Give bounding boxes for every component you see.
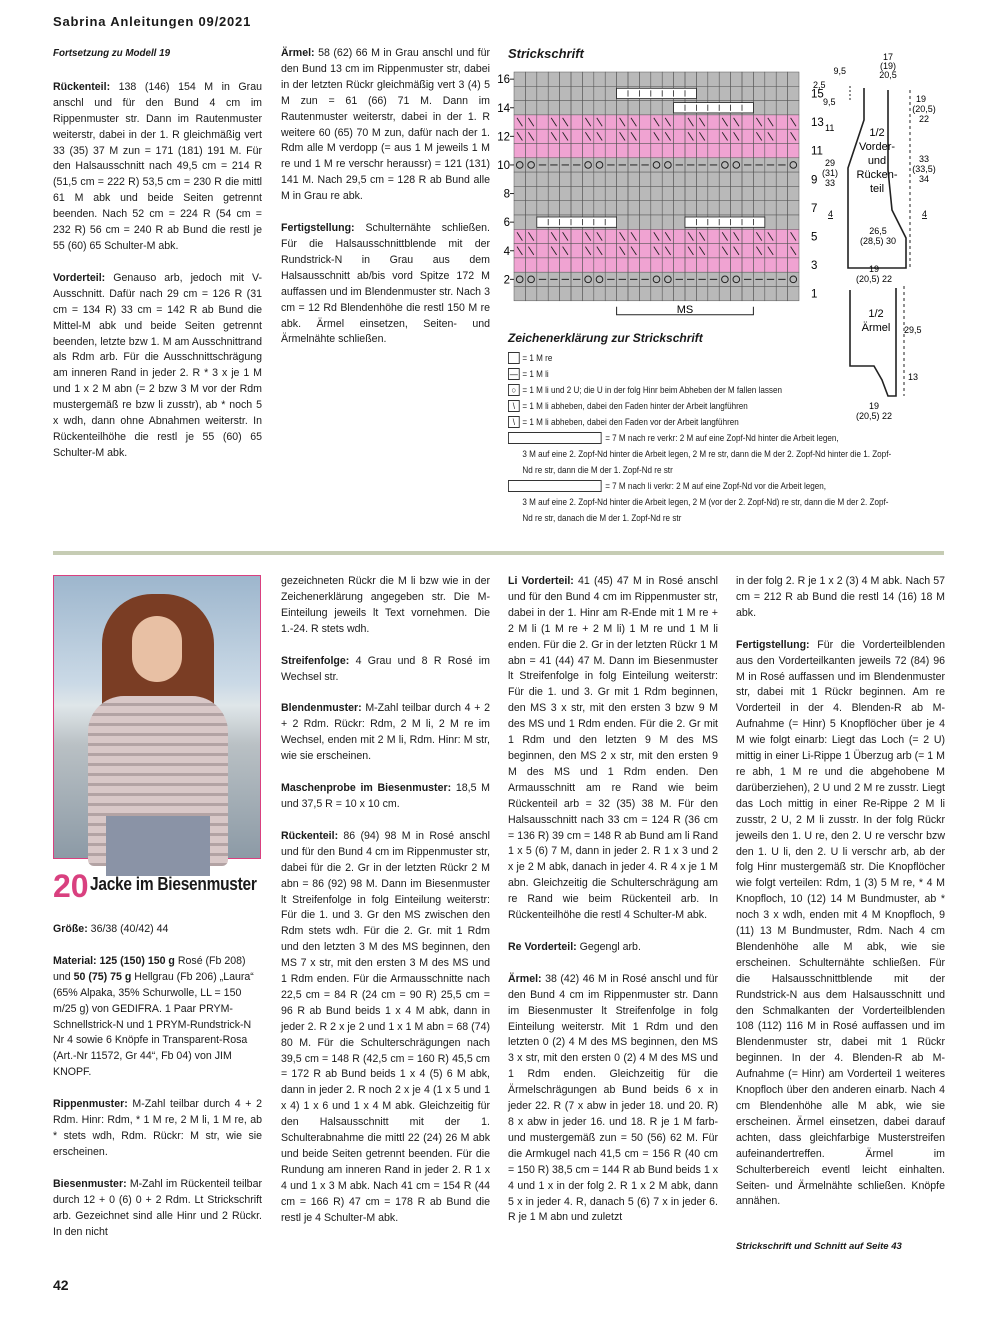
svg-text:29: 29 [824,158,836,168]
svg-text:(20,5) 22: (20,5) 22 [855,274,893,284]
svg-text:34: 34 [918,174,930,184]
model20-column-3 [508,574,718,1242]
c3-paragraph: Ärmel: 38 (42) 46 M in Rosé anschl und für den Bund 4 cm im Rippenmuster str. Dann im Biesenmuster lt Streifenfolge in folg Einteilung weiterstr. Mit 1 Rdm und den letzten 0 (2) 4 M des MS beginnen, den MS 3 x str, mit den ersten 0 (2) 4 M des MS und 1 Rdm enden. Gleichzeitig für die Ärmelschrägungen ab Bund beids 6 x in jeder 22. R (7 x abw in jeder 18. und 20. R) 8 x abw in jeder 16. und 18. R je 1 M farb- und mustergemäß zun = 50 (56) 62 M. Für die Armkugel nach 41,5 cm = 156 R (40 cm = 150 R) 38,5 cm = 144 R ab Bund beids 1 x 4 und 1 x in der folg 2. R 1 x 2 M abk, dann 5 x in jeder 4. R, danach 5 (6) 7 x in jeder 6. R je 1 M abn und zuletzt [508,972,718,1224]
svg-text:4: 4 [922,209,928,219]
model19-vorderteil: Vorderteil: Genauso arb, jedoch mit V-Ausschnitt. Dafür nach 29 cm = 126 R (31 cm = 134 R) 33 cm = 142 R ab Bund die Mittel-M abk und beide Seiten getrennt beenden, letzte bzw 1. M am Ausschnittrand als Rdm arb. Für die Ausschnittschrägung am inneren Rand in jeder 2. R * 3 x je 1 M und 1 x 2 M abn (= 2 bzw 3 M vor der Rdm mustergemäß re bzw li zusstr), ab * noch 5 x wdh, dann ohne Abnahmen weiterstr. In Rückenteilhöhe die restl je 55 (60) 65 Schulter-M abk. [53,271,262,459]
legend-purl: — = 1 M li [509,369,549,379]
chart-row [514,186,799,200]
rib-pattern: Rippenmuster: M-Zahl teilbar durch 4 + 2 Rdm. Hinr: Rdm, * 1 M re, 2 M li, 1 M re, ab * stets wdh, Rdm. Rückr: M str, wie sie erscheinen. [53,1098,262,1158]
svg-text:22: 22 [918,114,930,124]
chart-row [514,258,799,272]
model-title: Jacke im Biesenmuster [90,874,257,894]
chart-row [514,201,799,215]
material-info: Material: 125 (150) 150 g Rosé (Fb 208) und 50 (75) 75 g Hellgrau (Fb 206) „Laura“ (65% Alpaka, 35% Schurwolle, LL = 150 m/25 g) von GEDIFRA. 1 Paar PRYM-Schnellstrick-N und 1 PRYM-Rundstrick-N Nr 4 sowie 6 Knöpfe in Transparent-Rosa (Art.-Nr 11572, Gr 44“, Fb 04) von JIM KNOPF. [53,954,254,1079]
row-number-right: 1 [811,288,818,301]
svg-text:(33,5): (33,5) [912,164,936,174]
svg-text:Ärmel: Ärmel [861,322,891,334]
row-number-left: 2 [503,274,510,287]
slip-front-symbol: \ [508,416,520,428]
c4-paragraph: in der folg 2. R je 1 x 2 (3) 4 M abk. Nach 57 cm = 212 R ab Bund die restl 14 (16) 18 M abk. [736,575,945,619]
svg-text:26,5: 26,5 [869,226,887,236]
row-number-right: 9 [811,174,818,187]
chart-row [514,144,799,158]
row-number-right: 15 [811,88,824,101]
cable-mark [537,217,617,227]
model20-column-2 [281,574,490,1243]
page-number: 42 [53,1277,69,1293]
row-number-right: 3 [811,260,818,273]
svg-text:20,5: 20,5 [879,70,897,80]
model20-column-1 [53,922,262,1256]
model19-column-2 [281,46,490,364]
cable-mark [685,217,765,227]
continuation-subtitle: Fortsetzung zu Modell 19 [53,48,171,59]
legend-cable-right: = 7 M nach re verkr: 2 M auf eine Zopf-Nd hinter die Arbeit legen, [508,430,904,446]
c3-paragraph: Re Vorderteil: Gegengl arb. [508,940,641,953]
legend-slip-back: \ = 1 M li abheben, dabei den Faden hinter der Arbeit langführen [508,398,904,414]
legend-cable-left: = 7 M nach li verkr: 2 M auf eine Zopf-Nd vor die Arbeit legen, [508,478,904,494]
cable-mark [674,103,754,113]
cable-right-symbol [508,432,602,444]
cable-left-symbol [508,480,602,492]
continuation-note: Strickschrift und Schnitt auf Seite 43 [736,1241,902,1252]
svg-text:13: 13 [908,372,919,382]
model-number: 20 [53,868,89,904]
c4-paragraph: Fertigstellung: Für die Vorderteilblenden aus den Vorderteilkanten jeweils 72 (84) 96 M in Rosé auffassen und im Blendenmuster str, dabei mit 1 Rückr beginnen. Am re Vorderteil in der 4. Blenden-R ab M-Aufnahme (= Hinr) 5 Knopflöcher über je 4 M wie folgt einarb: Liegt das Loch (= 2 U) mittig in einer Li-Rippe 1 Überzug arb (= 1 M re abh, 1 M re und die abgehobene M darüberziehen), 2 U und 2 M re zusstr. Liegt das Loch mittig in einer Re-Rippe 2 M li zusstr, 2 U, 2 M li zusstr. In der folg Rückr jeweils den 1. U re, den 2. U re verschr bzw den 1. U li, den 2. U li verschr arb, ab der folg Hinr mustergemäß str. Die Knopflöcher wie folgt verteilen: Rdm, 1 (3) 5 M re, * 4 M Knopfloch, 10 (12) 14 M Bundmuster, ab * noch 3 x wdh, enden mit 4 M Knopfloch, 9 (11) 13 M Bundmuster, Rdm. Nach 4 cm Blendenhöhe alle M abk, wie sie erscheinen. Schulternähte schließen. Für die Halsausschnittblende mit der Rundstrick-N aus dem Halsausschnitt und den Schmalkanten der Vorderteilblenden 108 (112) 116 M in Rosé auffassen und im Blendenmuster str, dabei mit 1 Rückr beginnen. In der 4. Blenden-R ab M-Aufnahme (= Hinr) am Vorderteil 1 weiteres Knopfloch über den anderen einarb. Nach 4 cm Blendenhöhe alle M abk, wie sie erscheinen. Ärmel einsetzen, dabei darauf achten, dass gleichfarbige Musterstreifen aufeinandertreffen. Ärmel im Schulterbereich eventl leicht einhalten. Seiten- und Ärmelnähte schließen. Knöpfe annähen. [736,638,945,1208]
svg-text:11: 11 [825,123,835,133]
tuck-pattern: Biesenmuster: M-Zahl im Rückenteil teilbar durch 12 + 0 (6) 0 + 2 Rdm. Lt Strickschrift arb. Gezeichnet sind alle Hinr und 2 Rückr. In den nicht [53,1177,262,1238]
row-number-left: 10 [497,159,510,172]
yarn-over-symbol: ○ [508,384,520,396]
model19-rueckenteil: Rückenteil: 138 (146) 154 M in Grau anschl und für den Bund 4 cm im Rippenmuster str. Dann im Rautenmuster weiterstr, dabei in der 1. R gleichmäßig vert 33 (35) 37 M zun = 171 (181) 191 M. Für den Halsausschnitt nach 49,5 cm = 214 R (51,5 cm = 222 R) 53,5 cm = 230 R die mittl 61 M abk und beide Seiten getrennt beenden. Nach 52 cm = 224 R (54 cm = 232 R) 56 cm = 240 R ab Bund die restl je 55 (60) 65 Schulter-M abk. [53,80,262,252]
legend-yarn-over: ○ = 1 M li und 2 U; die U in der folg Hinr beim Abheben der M fallen lassen [508,382,904,398]
c2-paragraph: Maschenprobe im Biesenmuster: 18,5 M und 37,5 R = 10 x 10 cm. [281,782,490,810]
row-number-right: 7 [811,202,818,215]
size-info: Größe: 36/38 (40/42) 44 [53,923,169,935]
row-number-left: 8 [503,188,510,201]
model-photo [53,575,261,859]
legend-knit: = 1 M re [508,350,904,366]
row-number-left: 4 [503,245,510,258]
c2-paragraph: Rückenteil: 86 (94) 98 M in Rosé anschl und für den Bund 4 cm im Rippenmuster str, dabei für die 2. Gr in der letzten Rückr 2 M abn = 86 (92) 98 M. Dann im Biesenmuster lt Streifenfolge in folg Einteilung weiterstr: Für die 1. und 3. Gr den MS zwischen den Rdm stets wdh. Für die 2. Gr. mit 1 Rdm und den letzten 3 M des MS beginnen, den MS 7 x str, mit den ersten 3 M des MS und 1 Rdm enden. Für die Armausschnitte nach 22,5 cm = 84 R (24 cm = 90 R) 25,5 cm = 96 R ab Bund beids 1 x 4 M abk, dann in jeder 2. R 2 x je 2 und 1 x 1 M abn = 68 (74) 80 M. Für die Schulterschrägungen nach 39,5 cm = 148 R (42,5 cm = 160 R) 45,5 cm = 172 R ab Bund beids 1 x 4 (5) 6 M abk, dann in jeder 2. R noch 2 x je 4 (1 x 5 und 1 x 4) 1 x 6 und 1 x 4 M abk. Gleichzeitig für den Halsausschnitt mit der 1. Schulterabnahme die mittl 22 (24) 26 M abk und beide Seiten getrennt beenden. Für die Rundung am inneren Rand in jeder 2. R 1 x 4 und 1 x 3 M abk. Nach 41 cm = 154 R (44 cm = 166 R) 47 cm = 178 R ab Bund die restl je 4 Schulter-M abk. [281,829,490,1224]
model20-column-4 [736,574,945,1226]
svg-text:teil: teil [869,183,885,195]
svg-text:19: 19 [915,94,927,104]
row-number-right: 13 [811,117,824,130]
svg-text:19: 19 [868,264,880,274]
legend-title: Zeichenerklärung zur Strickschrift [508,331,703,345]
cable-mark [617,88,697,98]
chart-title: Strickschrift [508,46,584,61]
svg-text:9,5: 9,5 [823,97,836,107]
svg-text:und: und [867,155,887,167]
row-number-left: 6 [503,217,510,230]
row-number-right: 5 [811,231,818,244]
row-number-right: 11 [811,145,823,158]
svg-text:(20,5) 22: (20,5) 22 [855,411,893,421]
svg-text:33: 33 [918,154,930,164]
svg-text:2,5: 2,5 [813,80,826,90]
svg-text:(20,5): (20,5) [912,104,936,114]
c2-paragraph: Streifenfolge: 4 Grau und 8 R Rosé im Wechsel str. [281,654,490,683]
pattern-repeat-label: MS [676,303,694,316]
dim-9-5: 9,5 [833,66,846,76]
model19-aermel: Ärmel: 58 (62) 66 M in Grau anschl und für den Bund 13 cm im Rippenmuster str, dabei in der letzten Rückr gleichmäßig vert 3 (4) 5 M zun = 61 (66) 71 M. Dann im Rautenmuster weiterstr, dabei in der 1. R weitere 60 (65) 70 M zun, dafür nach der 1. Rdm alle M verdopp (= aus 1 M jeweils 1 M re und 1 M re verschr heraussr) = 121 (131) 141 M. Nach 29,5 cm = 128 R ab Bund alle M in Grau re abk. [281,47,490,203]
svg-text:19: 19 [868,401,880,411]
svg-text:Vorder-: Vorder- [858,141,896,153]
svg-text:1/2: 1/2 [868,308,884,320]
c2-paragraph: Blendenmuster: M-Zahl teilbar durch 4 + 2 + 2 Rdm. Rückr: Rdm, 2 M li, 2 M re im Wechsel, enden mit 2 M li, Rdm. Hinr: M str, wie sie erscheinen. [281,702,490,763]
body-schematic [813,52,936,268]
model19-fertigstellung: Fertigstellung: Schulternähte schließen. Für die Halsausschnittblende mit der Rundstrick-N in Grau aus dem Halsausschnitt ab/bis vord Spitze 172 M auffassen und im Blendenmuster str. Nach 3 cm = 12 Rd Blendenhöhe die restl 150 M re abk. Ärmel einsetzen, Seiten- und Ärmelnähte schließen. [281,222,490,346]
svg-text:(19): (19) [879,61,897,71]
legend-slip-front: \ = 1 M li abheben, dabei den Faden vor der Arbeit langführen [508,414,904,430]
chart-row [514,72,799,86]
row-number-left: 14 [497,102,510,115]
svg-text:33: 33 [824,178,836,188]
c2-paragraph: gezeichneten Rückr die M li bzw wie in der Zeichenerklärung angegeben str. Die M-Einteilung jeweils lt Text vornehmen. Die 1.-24. R stets wdh. [281,575,490,635]
svg-text:4: 4 [828,209,834,219]
chart-legend: = 1 M re — = 1 M li ○ = 1 M li und 2 U; die U in der folg Hinr beim Abheben der M fallen lassen \ = 1 M li abheben, dabei den Faden hinter der Arbeit langführen \ = 1 M li abheben, dabei den Faden vor der Arbeit langführen = 7 M nach re verkr: 2 M auf eine Zopf-Nd hinter die Arbeit legen, 3 M auf eine 2. Zopf-Nd hinter die Arbeit legen, 2 M re str, dann die M der 2. Zopf-Nd hinter die 1. Zopf- Nd re str, dann die M der 1. Zopf-Nd re str = 7 M nach li verkr: 2 M auf eine Zopf-Nd vor die Arbeit legen, 3 M auf eine 2. Zopf-Nd hinter die Arbeit legen, 2 M (vor der 2. Zopf-Nd) re str, dann die M der 2. Zopf- Nd re str, danach die M der 1. Zopf-Nd re str [508,350,948,526]
knit-symbol [508,352,520,364]
svg-text:17: 17 [882,52,894,62]
row-number-left: 16 [497,74,510,87]
row-number-left: 12 [497,131,510,144]
svg-text:(31): (31) [821,168,839,178]
purl-symbol: — [509,369,518,379]
svg-text:29,5: 29,5 [904,325,922,335]
svg-text:(28,5) 30: (28,5) 30 [859,236,897,246]
c3-paragraph: Li Vorderteil: 41 (45) 47 M in Rosé anschl und für den Bund 4 cm im Rippenmuster str, dabei in der 1. Hinr am R-Ende mit 1 M re + 2 M li (1 M re + 2 M li) 1 M re und 1 M li enden. Für die 2. Gr in der letzten Rückr 1 M abn = 41 (44) 47 M. Dann im Biesenmuster lt Streifenfolge in folg Einteilung weiterstr: Für die 1. und 3. Gr mit 1 Rdm beginnen, den MS 3 x str, mit den ersten 3 bzw 9 M des MS und 1 Rdm enden. Für die 2. Gr mit 1 Rdm und den letzten 9 M des MS beginnen, den MS 2 x str, mit den ersten 9 M des MS und 1 Rdm enden. Den Armausschnitt am re Rand wie beim Rückenteil arb = 32 (35) 38 M. Für den Halsausschnitt nach 33 cm = 124 R (36 cm = 136 R) 39 cm = 148 R ab Bund am li Rand 1 x 5 (6) 7 M, dann in jeder 2. R 1 x 3 und 2 x je 2 M abk, danach in jeder 4. R 4 x je 1 M abn. Gleichzeitig die Schulterschrägung am re Rand wie beim Rückenteil arb. In Rückenteilhöhe die restl 4 Schulter-M abk. [508,575,718,922]
chart-row [514,287,799,301]
section-divider [53,551,944,555]
svg-text:1/2: 1/2 [869,127,885,139]
slip-back-symbol: \ [508,400,520,412]
magazine-header: Sabrina Anleitungen 09/2021 [53,14,252,29]
svg-text:Rücken-: Rücken- [856,169,898,181]
model19-column-1 [53,46,262,478]
chart-row [514,172,799,186]
chart-row [514,101,799,115]
